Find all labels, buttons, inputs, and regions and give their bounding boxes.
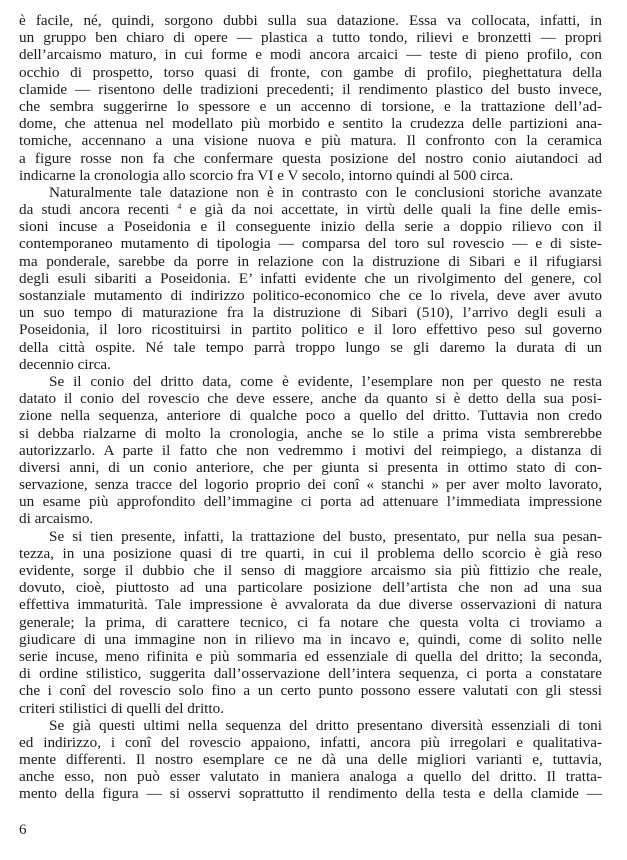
text-line: effettiva immaturità. Tale impressione è avvalorata da due diverse osservazioni di natura bbox=[19, 596, 602, 614]
text-line: servazione, senza tracce del logorio proprio dei conî « stanchi » per aver molto lavorato, bbox=[19, 476, 602, 494]
text-line: mente differenti. Il nostro esemplare ce ne dà una delle migliori varianti e, tuttavia, bbox=[19, 751, 602, 769]
text-line: indicarne la cronologia allo scorcio fra VI e V secolo, intorno quindi al 500 circa. bbox=[19, 166, 514, 184]
text-line: anche esso, non può esser valutato in maniera analoga a quello del dritto. Il tratta- bbox=[19, 768, 602, 786]
text-line: ma ponderale, sarebbe da porre in relazione con la distruzione di Sibari e il rifugiarsi bbox=[19, 252, 602, 270]
text-line: criteri stilistici di quelli del dritto. bbox=[19, 699, 224, 717]
text-line: un gruppo ben chiaro di opere — plastica a tutto tondo, rilievi e bronzetti — propri bbox=[19, 29, 602, 47]
text-line: Se si tien presente, infatti, la trattazione del busto, presentato, pur nella sua pesan- bbox=[49, 527, 602, 545]
text-line: tezza, in una posizione quasi di tre quarti, in cui il problema dello scorcio è già reso bbox=[19, 544, 602, 562]
text-line: dovuto, cioè, piuttosto ad una particolare posizione dell’artista che non ad una sua bbox=[19, 579, 602, 597]
paragraph-3 bbox=[19, 373, 602, 528]
text-line: tomiche, accennano a una visione nuova e più matura. Il confronto con la ceramica bbox=[19, 132, 602, 150]
text-line: è facile, né, quindi, sorgono dubbi sulla sua datazione. Essa va collocata, infatti, in bbox=[19, 12, 602, 29]
text-line: sostanziale mutamento di indirizzo politico-economico che ce lo rivela, deve aver avuto bbox=[19, 287, 602, 304]
text-line: diversi anni, di un conio anteriore, che per giunta si presenta in ottimo stato di con- bbox=[19, 458, 602, 476]
text-line: datato il conio del rovescio che deve essere, anche da quanto si è detto della sua posi- bbox=[19, 390, 602, 408]
footnote-reference: 4 bbox=[177, 202, 182, 212]
text-line: dell’arcaismo maturo, in cui forme e modi ancora arcaici — teste di pieno profilo, con bbox=[19, 46, 602, 64]
text-line: a figure rosse non fa che confermare questa posizione del nostro conio aiutandoci ad bbox=[19, 149, 602, 167]
text-line: occhio di prospetto, torso quasi di fronte, con gambe di profilo, pieghettatura della bbox=[19, 63, 602, 81]
text-line: un esame più approfondito dell’immagine ci porta ad attenuare l’immediata impressione bbox=[19, 493, 602, 511]
text-line: Naturalmente tale datazione non è in contrasto con le conclusioni storiche avanzate bbox=[49, 183, 602, 201]
text-line: giudicare di una immagine non in rilievo ma in incavo e, quindi, come di solito nelle bbox=[19, 630, 602, 648]
text-line: di arcaismo. bbox=[19, 510, 94, 528]
text-line: degli esuli sibariti a Poseidonia. E’ infatti evidente che un rivolgimento del genere, col bbox=[19, 269, 602, 287]
text-line: serie incuse, meno rifinita e più sommaria ed essenziale di quella del dritto; la seconda, bbox=[19, 647, 602, 665]
text-line: Poseidonia, il loro ricostituirsi in partito politico e il loro effettivo peso sul governo bbox=[19, 321, 602, 339]
text-line: della città ospite. Né tale tempo parrà troppo lungo se gli daremo la durata di un bbox=[19, 338, 602, 356]
text-line: mento della figura — si osservi soprattutto il rendimento della testa e della clamide — bbox=[19, 785, 602, 803]
text-line: sioni incuse a Poseidonia e il conseguente inizio della serie a doppio rilievo con il bbox=[19, 218, 602, 236]
page-number: 6 bbox=[19, 822, 27, 838]
text-line: si debba rialzarne di molto la cronologia, anche se lo stile a prima vista sembrerebbe bbox=[19, 424, 602, 442]
text-line: che i conî del rovescio solo fino a un certo punto possono essere valutati con gli stessi bbox=[19, 682, 602, 700]
text-line bbox=[19, 201, 602, 218]
text-line: contemporaneo mutamento di tipologia — comparsa del toro sul rovescio — e di siste- bbox=[19, 235, 602, 253]
footnote-line: da studi ancora recenti $^4$ e già da noi accettate, in virtù delle quali la fine delle emis- bbox=[19, 201, 602, 219]
text-line: decennio circa. bbox=[19, 355, 111, 373]
text-line: clamide — risentono delle tradizioni precedenti; il rendimento plastico del busto invece, bbox=[19, 80, 602, 98]
text-line: un suo tempo di maturazione fra la distruzione di Sibari (510), l’arrivo degli esuli a bbox=[19, 304, 602, 322]
text-line: zione nella sequenza, anteriore di qualche poco a quello del dritto. Tuttavia non credo bbox=[19, 407, 602, 425]
paragraph-2 bbox=[19, 184, 602, 373]
text-line: evidente, sorge il dubbio che il senso di maggiore arcaismo sia più fittizio che reale, bbox=[19, 562, 602, 579]
text-line: ed indirizzo, i conî del rovescio appaiono, infatti, ancora più irregolari e qualitativa- bbox=[19, 733, 602, 751]
text-line: Se già questi ultimi nella sequenza del dritto presentano diversità essenziali di toni bbox=[49, 716, 602, 734]
body-text bbox=[19, 12, 602, 803]
text-line: Se il conio del dritto data, come è evidente, l’esemplare non per questo ne resta bbox=[49, 372, 602, 390]
text-line: autorizzarlo. A parte il fatto che non vedremmo i motivi del reimpiego, a distanza di bbox=[19, 441, 602, 459]
paragraph-5 bbox=[19, 717, 602, 803]
paragraph-4 bbox=[19, 528, 602, 717]
text-line: di ordine stilistico, suggerita dall’osservazione dell’intera sequenza, ci porta a constatare bbox=[19, 665, 602, 683]
text-line: dome, che attenua nel modellato più morbido e sentito la crudezza delle partizioni ana- bbox=[19, 115, 602, 133]
text-line: che sembra suggerirne lo spessore e un accenno di torsione, e la trattazione dell’ad- bbox=[19, 97, 602, 115]
paragraph-1 bbox=[19, 12, 602, 184]
text-line: generale; la prima, di carattere tecnico, ci fa notare che questa volta ci troviamo a bbox=[19, 613, 602, 631]
